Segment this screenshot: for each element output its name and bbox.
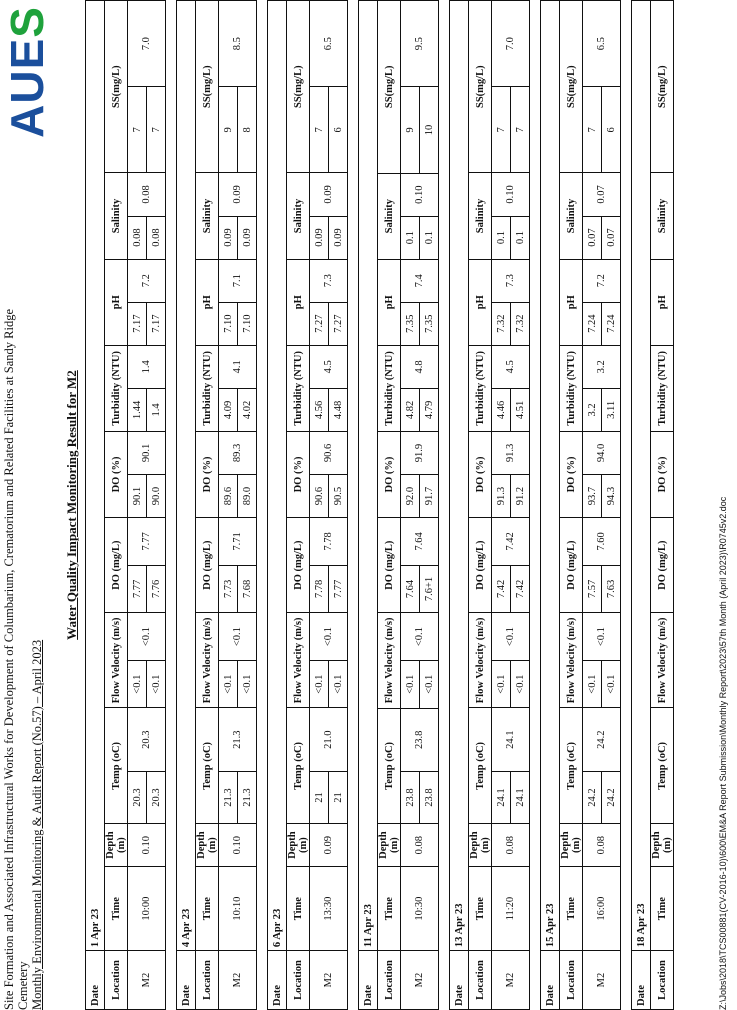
header-line-1: Site Formation and Associated Infrastructural Works for Development of Columbarium, Crematorium and Related Facilities at Sandy Ridge [2,308,16,1010]
do_mgl-reading-2: 7.63 [602,565,621,613]
logo-letter: E [1,37,53,70]
salinity-reading-1: 0.09 [310,216,329,259]
monitoring-table [358,0,439,1010]
date-label: Date [268,951,287,1010]
do_pct-average: 90.1 [128,431,166,474]
time-cell: 10:30 [401,867,439,951]
turbidity-reading-1: 4.82 [401,388,420,431]
col-salinity: Salinity [469,173,492,259]
do_mgl-reading-1: 7.64 [401,565,420,613]
ss-average: 7.0 [128,1,166,87]
col-ph: pH [196,259,219,345]
do_pct-reading-2: 91.2 [511,474,530,517]
col-turbidity: Turbidity (NTU) [560,345,583,431]
do_mgl-reading-2: 7.68 [238,565,257,613]
temp-average: 23.8 [401,708,439,771]
time-cell: 11:20 [492,867,530,951]
do_pct-reading-2: 91.7 [420,475,439,518]
do_mgl-reading-1: 7.73 [219,565,238,613]
col-flow: Flow Velocity (m/s) [560,613,583,708]
col-ph: pH [378,259,401,345]
col-time: Time [287,867,310,951]
col-do-pct: DO (%) [560,431,583,517]
col-location: Location [560,951,583,1010]
flow-average: <0.1 [310,613,348,661]
turbidity-average: 1.4 [128,345,166,388]
col-turbidity: Turbidity (NTU) [196,345,219,431]
ss-reading-1: 7 [128,87,147,173]
col-location: Location [287,951,310,1010]
col-temp: Temp (oC) [469,708,492,824]
col-ss: SS(mg/L) [378,1,401,174]
col-depth: Depth (m) [651,824,674,867]
salinity-reading-2: 0.1 [420,216,439,259]
temp-reading-1: 24.1 [492,771,511,823]
temp-reading-2: 24.1 [511,771,530,823]
do_pct-reading-1: 93.7 [583,474,602,517]
temp-reading-2: 21 [329,771,348,823]
do_pct-reading-2: 90.0 [147,474,166,517]
location-cell: M2 [310,951,348,1010]
page-title: Water Quality Impact Monitoring Result for M2 [64,370,79,640]
do_mgl-average: 7.77 [128,518,166,566]
turbidity-reading-2: 4.51 [511,388,530,431]
salinity-average: 0.10 [492,173,530,216]
do_pct-average: 91.9 [401,431,439,474]
col-temp: Temp (oC) [287,708,310,824]
turbidity-average: 3.2 [583,345,621,388]
col-do-pct: DO (%) [196,431,219,517]
salinity-average: 0.07 [583,173,621,216]
ss-reading-1: 7 [492,87,511,173]
col-location: Location [196,951,219,1010]
ph-reading-1: 7.24 [583,302,602,345]
location-cell: M2 [492,951,530,1010]
col-temp: Temp (oC) [105,708,128,824]
do_pct-reading-1: 90.1 [128,474,147,517]
salinity-reading-2: 0.07 [602,216,621,259]
col-ph: pH [105,259,128,345]
do_pct-average: 89.3 [219,431,257,474]
salinity-average: 0.09 [310,173,348,216]
col-time: Time [469,867,492,951]
flow-reading-2: <0.1 [329,660,348,708]
do_mgl-reading-1: 7.78 [310,565,329,613]
salinity-reading-1: 0.07 [583,216,602,259]
ph-reading-1: 7.32 [492,302,511,345]
do_mgl-average: 7.60 [583,518,621,566]
col-location: Location [651,951,674,1010]
do_mgl-reading-2: 7.42 [511,565,530,613]
flow-reading-1: <0.1 [219,660,238,708]
date-label: Date [450,951,469,1010]
temp-average: 24.2 [583,708,621,771]
flow-reading-1: <0.1 [492,660,511,708]
col-ss: SS(mg/L) [287,1,310,173]
ph-reading-1: 7.35 [401,302,420,345]
flow-reading-2: <0.1 [420,660,439,708]
temp-reading-1: 21 [310,771,329,823]
salinity-reading-2: 0.1 [511,216,530,259]
col-turbidity: Turbidity (NTU) [105,345,128,431]
col-time: Time [105,867,128,951]
ph-reading-2: 7.27 [329,302,348,345]
turbidity-reading-2: 4.02 [238,388,257,431]
temp-reading-1: 23.8 [401,772,420,824]
monitoring-table [85,0,166,1010]
turbidity-reading-1: 1.44 [128,388,147,431]
col-salinity: Salinity [560,173,583,259]
salinity-reading-1: 0.08 [128,216,147,259]
col-do-mgl: DO (mg/L) [378,518,401,613]
do_pct-reading-1: 91.3 [492,474,511,517]
ss-average: 9.5 [401,1,439,87]
col-do-mgl: DO (mg/L) [105,518,128,613]
flow-reading-2: <0.1 [238,660,257,708]
ph-reading-2: 7.32 [511,302,530,345]
col-time: Time [196,867,219,951]
depth-cell: 0.08 [583,824,621,867]
col-do-pct: DO (%) [287,431,310,517]
date-value: 15 Apr 23 [541,1,560,951]
ss-average: 7.0 [492,1,530,87]
salinity-average: 0.10 [401,173,439,216]
date-label: Date [177,951,196,1010]
do_mgl-reading-1: 7.77 [128,565,147,613]
col-temp: Temp (oC) [560,708,583,824]
location-cell: M2 [401,951,439,1010]
col-depth: Depth (m) [469,824,492,867]
col-turbidity: Turbidity (NTU) [378,345,401,431]
col-do-pct: DO (%) [651,431,674,517]
temp-reading-1: 20.3 [128,771,147,823]
monitoring-table [540,0,621,1010]
ss-reading-2: 6 [602,87,621,173]
do_mgl-reading-2: 7.77 [329,565,348,613]
ph-reading-1: 7.10 [219,302,238,345]
date-value: 18 Apr 23 [632,1,651,951]
ph-average: 7.1 [219,259,257,302]
do_mgl-reading-1: 7.57 [583,565,602,613]
col-ph: pH [651,259,674,345]
ph-average: 7.3 [492,259,530,302]
flow-average: <0.1 [401,613,439,661]
col-do-pct: DO (%) [378,431,401,517]
salinity-reading-1: 0.1 [401,216,420,259]
monitoring-table [176,0,257,1010]
ph-reading-2: 7.10 [238,302,257,345]
col-temp: Temp (oC) [651,708,674,824]
col-do-mgl: DO (mg/L) [287,518,310,613]
ss-reading-1: 7 [583,87,602,173]
date-label: Date [541,951,560,1010]
col-time: Time [651,867,674,951]
do_mgl-average: 7.78 [310,518,348,566]
turbidity-reading-2: 1.4 [147,388,166,431]
col-flow: Flow Velocity (m/s) [287,613,310,708]
file-path-footer: Z:\Jobs\2018\TCS00881(CV-2016-10)\600\EM&A Report Submission\Monthly Report\2023\57th Month (April 2023)\R0745v2.doc [718,496,728,1010]
monitoring-table [631,0,674,1010]
flow-average: <0.1 [492,613,530,661]
ss-reading-1: 7 [310,87,329,173]
date-value: 6 Apr 23 [268,1,287,951]
do_pct-average: 91.3 [492,431,530,474]
logo-letter: S [1,6,53,38]
ph-reading-1: 7.17 [128,302,147,345]
salinity-reading-2: 0.08 [147,216,166,259]
turbidity-reading-2: 4.79 [420,388,439,431]
col-depth: Depth (m) [196,824,219,867]
flow-average: <0.1 [219,613,257,661]
ss-average: 8.5 [219,1,257,87]
monitoring-table [267,0,348,1010]
turbidity-average: 4.5 [492,345,530,388]
salinity-reading-1: 0.09 [219,216,238,259]
ss-reading-1: 9 [219,87,238,173]
location-cell: M2 [219,951,257,1010]
col-do-mgl: DO (mg/L) [651,518,674,613]
do_pct-reading-1: 90.6 [310,474,329,517]
time-cell: 10:00 [128,867,166,951]
col-ss: SS(mg/L) [105,1,128,173]
col-do-mgl: DO (mg/L) [560,518,583,613]
flow-reading-2: <0.1 [602,660,621,708]
turbidity-reading-1: 4.56 [310,388,329,431]
ss-average: 6.5 [310,1,348,87]
temp-reading-1: 24.2 [583,771,602,823]
flow-reading-1: <0.1 [401,660,420,708]
depth-cell: 0.09 [310,824,348,867]
col-salinity: Salinity [287,173,310,259]
do_mgl-average: 7.42 [492,518,530,566]
temp-reading-2: 24.2 [602,771,621,823]
header-line-3: Monthly Environmental Monitoring & Audit Report (No.57) – April 2023 [30,639,44,1010]
ss-reading-2: 8 [238,87,257,173]
depth-cell: 0.08 [401,824,439,867]
monitoring-tables [85,0,684,1010]
flow-average: <0.1 [128,613,166,661]
date-label: Date [359,951,378,1010]
ss-reading-2: 7 [147,87,166,173]
ph-reading-1: 7.27 [310,302,329,345]
date-value: 4 Apr 23 [177,1,196,951]
col-turbidity: Turbidity (NTU) [651,345,674,431]
turbidity-reading-1: 4.09 [219,388,238,431]
flow-average: <0.1 [583,613,621,661]
col-salinity: Salinity [651,173,674,259]
do_pct-reading-2: 89.0 [238,474,257,517]
col-time: Time [560,867,583,951]
ph-average: 7.4 [401,259,439,302]
location-cell: M2 [583,951,621,1010]
temp-average: 24.1 [492,708,530,771]
ss-reading-1: 9 [401,87,420,173]
col-depth: Depth (m) [560,824,583,867]
col-turbidity: Turbidity (NTU) [287,345,310,431]
ss-average: 6.5 [583,1,621,87]
col-ss: SS(mg/L) [560,1,583,173]
temp-reading-2: 21.3 [238,771,257,823]
col-location: Location [378,951,401,1010]
date-value: 13 Apr 23 [450,1,469,951]
col-temp: Temp (oC) [196,708,219,824]
depth-cell: 0.08 [492,824,530,867]
col-do-pct: DO (%) [469,431,492,517]
col-do-mgl: DO (mg/L) [196,518,219,613]
ph-average: 7.2 [128,259,166,302]
temp-reading-2: 20.3 [147,771,166,823]
do_mgl-average: 7.71 [219,518,257,566]
col-ss: SS(mg/L) [651,1,674,173]
col-do-mgl: DO (mg/L) [469,518,492,613]
time-cell: 10:10 [219,867,257,951]
col-salinity: Salinity [196,173,219,259]
col-flow: Flow Velocity (m/s) [378,613,401,708]
time-cell: 13:30 [310,867,348,951]
do_pct-reading-1: 89.6 [219,474,238,517]
ph-average: 7.3 [310,259,348,302]
logo-letter: A [1,103,53,138]
salinity-reading-1: 0.1 [492,216,511,259]
col-ph: pH [287,259,310,345]
col-do-pct: DO (%) [105,431,128,517]
col-flow: Flow Velocity (m/s) [651,613,674,708]
do_pct-reading-2: 90.5 [329,474,348,517]
flow-reading-1: <0.1 [128,660,147,708]
col-location: Location [469,951,492,1010]
do_mgl-reading-2: 7.6+1 [420,565,439,613]
col-ph: pH [469,259,492,345]
temp-average: 21.3 [219,708,257,771]
col-salinity: Salinity [378,173,401,259]
col-ss: SS(mg/L) [469,1,492,173]
depth-cell: 0.10 [128,824,166,867]
salinity-average: 0.09 [219,173,257,216]
ph-reading-2: 7.17 [147,302,166,345]
turbidity-reading-2: 4.48 [329,388,348,431]
turbidity-average: 4.1 [219,345,257,388]
col-salinity: Salinity [105,173,128,259]
col-depth: Depth (m) [287,824,310,867]
ph-reading-2: 7.24 [602,302,621,345]
temp-reading-1: 21.3 [219,771,238,823]
header-line-2: Cemetery [16,961,30,1010]
do_pct-reading-1: 92.0 [401,475,420,518]
temp-reading-2: 23.8 [420,772,439,824]
turbidity-average: 4.5 [310,345,348,388]
temp-average: 21.0 [310,708,348,771]
col-temp: Temp (oC) [378,708,401,824]
col-turbidity: Turbidity (NTU) [469,345,492,431]
do_mgl-reading-1: 7.42 [492,565,511,613]
monitoring-table [449,0,530,1010]
ss-reading-2: 10 [420,87,439,173]
col-flow: Flow Velocity (m/s) [105,613,128,708]
location-cell: M2 [128,951,166,1010]
do_mgl-reading-2: 7.76 [147,565,166,613]
do_pct-average: 90.6 [310,431,348,474]
flow-reading-2: <0.1 [147,660,166,708]
ss-reading-2: 7 [511,87,530,173]
ss-reading-2: 6 [329,87,348,173]
date-label: Date [86,951,105,1010]
salinity-average: 0.08 [128,173,166,216]
salinity-reading-2: 0.09 [238,216,257,259]
date-value: 11 Apr 23 [359,1,378,951]
flow-reading-1: <0.1 [583,660,602,708]
col-depth: Depth (m) [105,824,128,867]
col-flow: Flow Velocity (m/s) [196,613,219,708]
flow-reading-2: <0.1 [511,660,530,708]
logo-letter: U [1,69,53,104]
flow-reading-1: <0.1 [310,660,329,708]
aues-logo [2,6,52,138]
ph-reading-2: 7.35 [420,302,439,345]
col-depth: Depth (m) [378,824,401,867]
date-value: 1 Apr 23 [86,1,105,951]
turbidity-reading-1: 3.2 [583,388,602,431]
turbidity-reading-2: 3.11 [602,388,621,431]
do_mgl-average: 7.64 [401,518,439,566]
col-location: Location [105,951,128,1010]
time-cell: 16:00 [583,867,621,951]
date-label: Date [632,951,651,1010]
col-ph: pH [560,259,583,345]
do_pct-reading-2: 94.3 [602,474,621,517]
col-flow: Flow Velocity (m/s) [469,613,492,708]
col-ss: SS(mg/L) [196,1,219,173]
salinity-reading-2: 0.09 [329,216,348,259]
do_pct-average: 94.0 [583,431,621,474]
col-time: Time [378,867,401,951]
turbidity-average: 4.8 [401,345,439,388]
depth-cell: 0.10 [219,824,257,867]
ph-average: 7.2 [583,259,621,302]
temp-average: 20.3 [128,708,166,771]
turbidity-reading-1: 4.46 [492,388,511,431]
report-header [2,309,44,1010]
